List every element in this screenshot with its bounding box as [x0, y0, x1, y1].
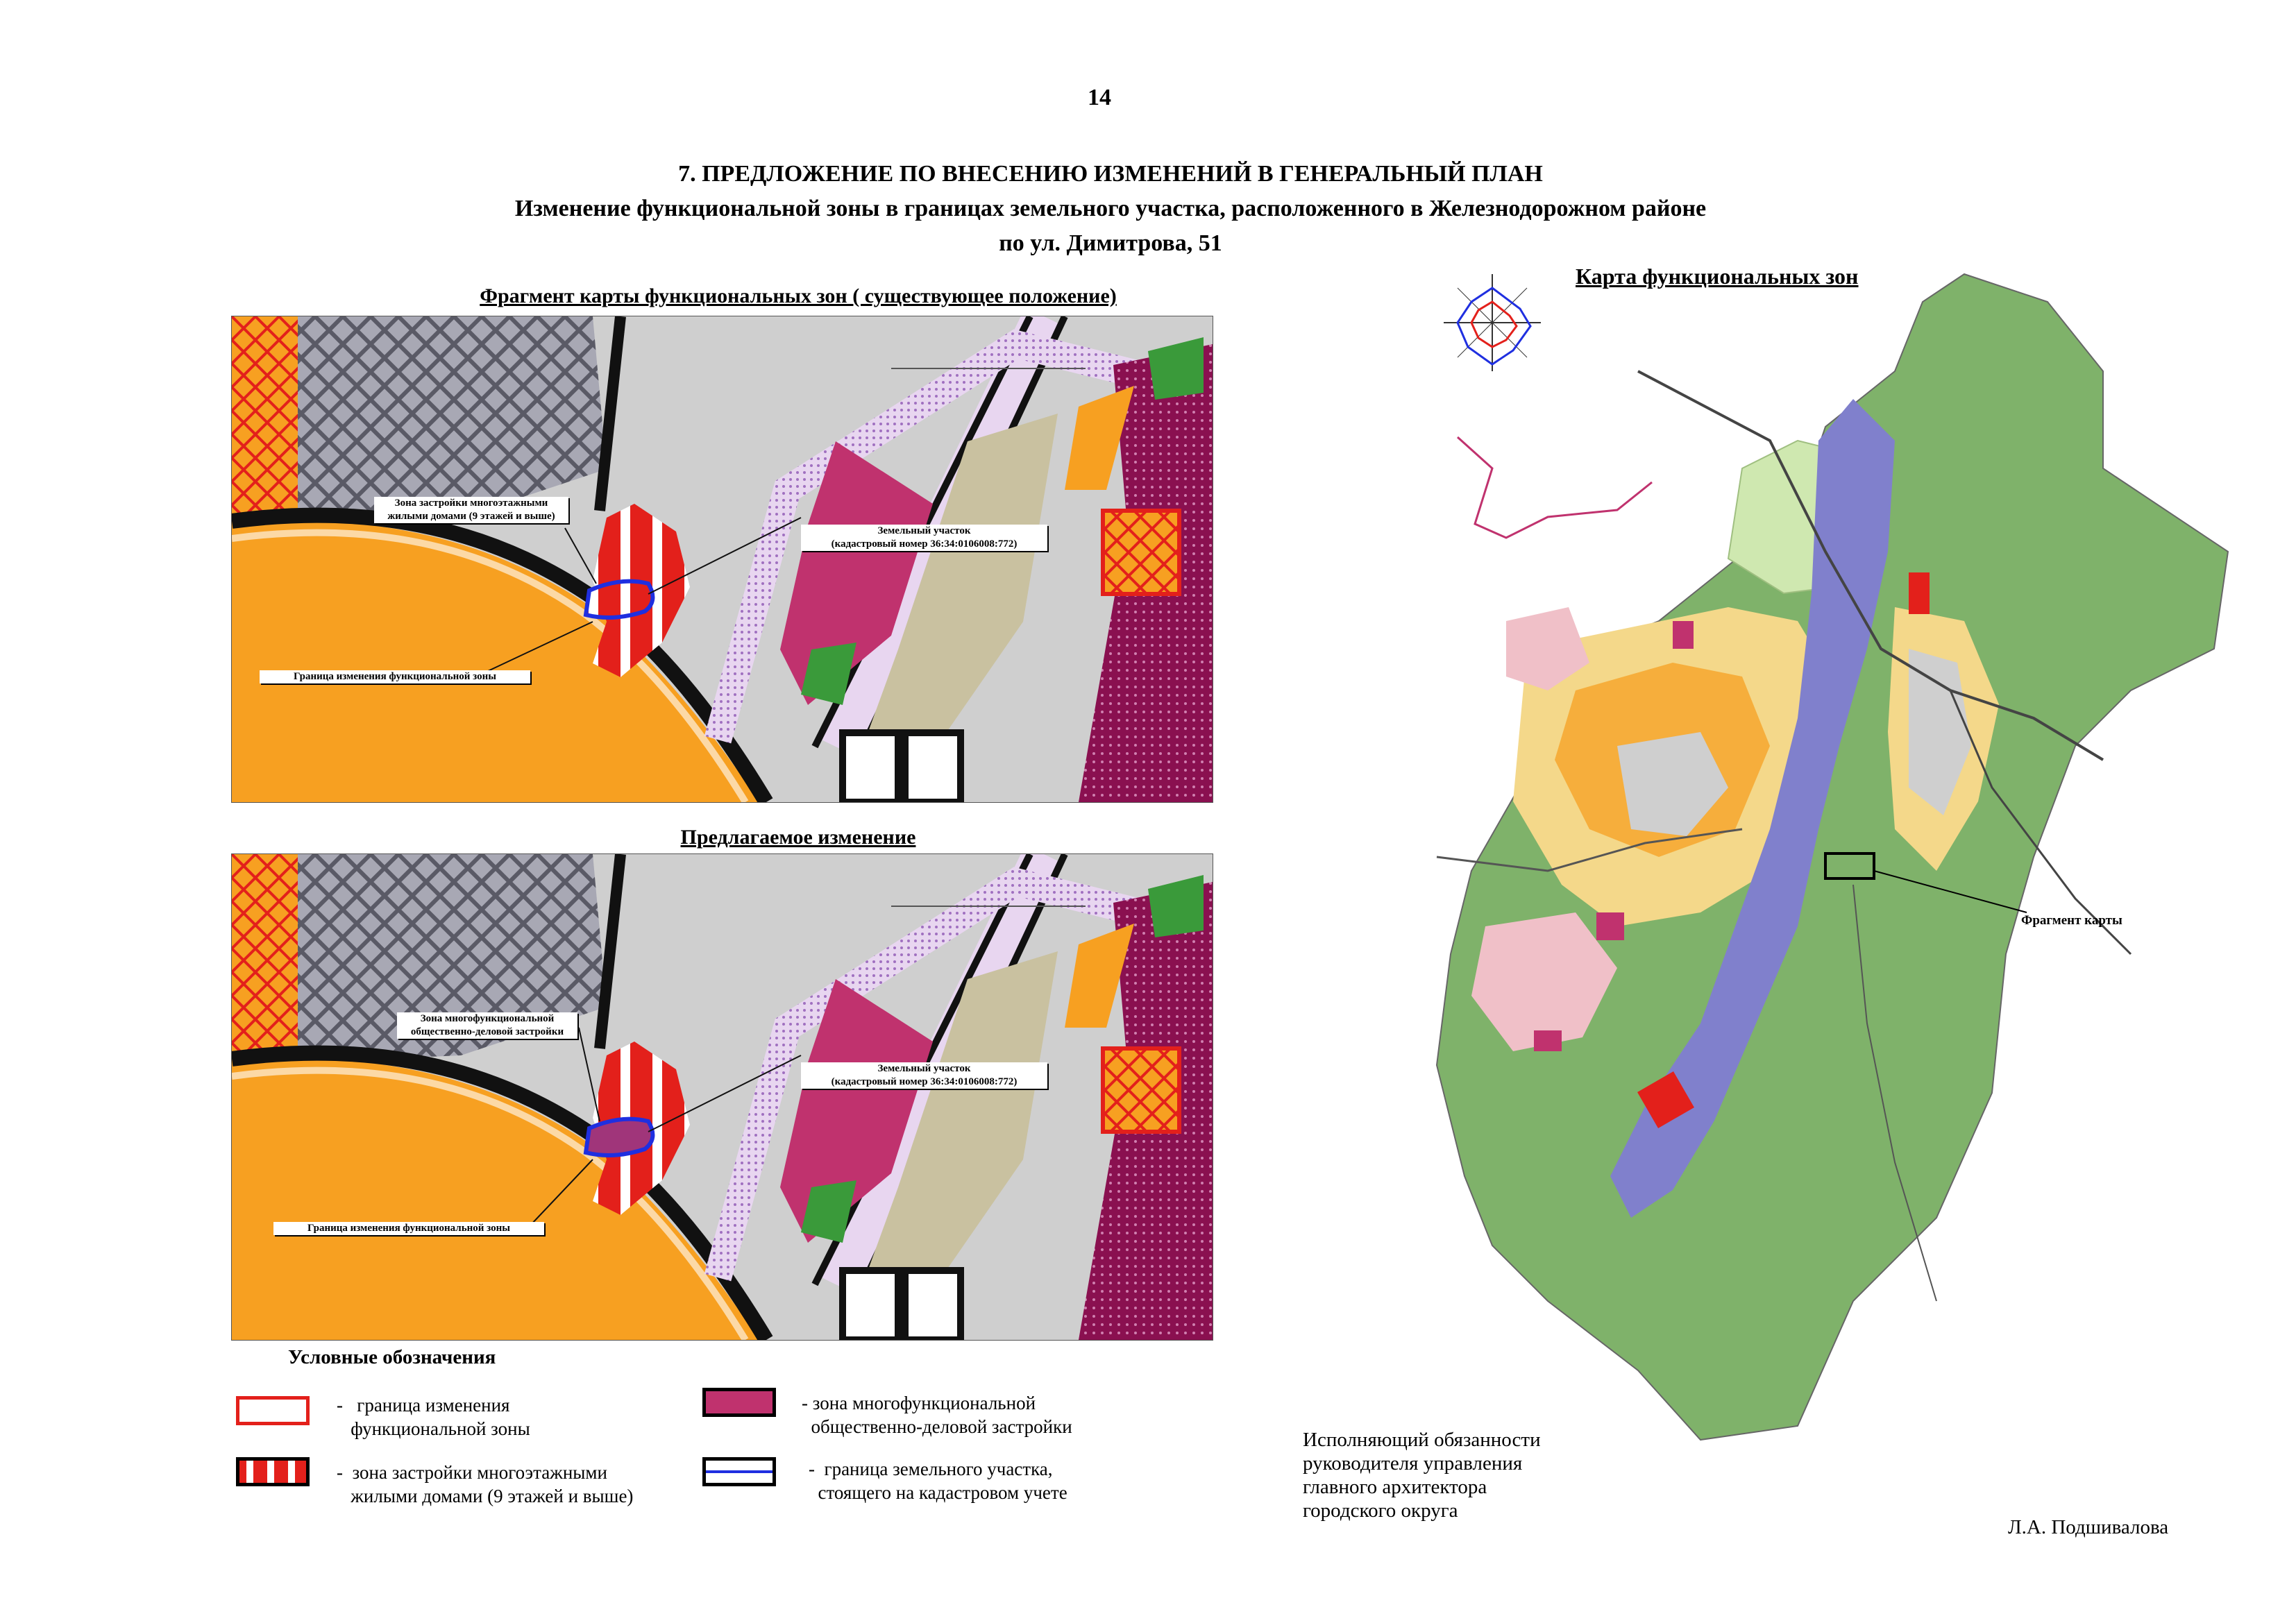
legend-item-3: [802, 1391, 1072, 1438]
parcel-boundary[interactable]: [586, 581, 652, 618]
legend-line1: граница земельного участка,: [824, 1459, 1053, 1479]
legend-line2: стоящего на кадастровом учете: [818, 1482, 1067, 1503]
signatory-name: Л.А. Подшивалова: [2008, 1516, 2169, 1538]
legend-line1: зона многофункциональной: [812, 1393, 1036, 1413]
page-number: 14: [1088, 85, 1111, 110]
legend-item-1: [337, 1393, 530, 1441]
legend-line1: граница изменения: [357, 1395, 510, 1416]
legend-swatch-parcel: [702, 1457, 776, 1486]
legend-swatch-residential: [236, 1457, 310, 1486]
signature-block: [1303, 1428, 1541, 1522]
parcel-callout-line2: (кадастровый номер 36:34:0106008:772): [831, 1076, 1018, 1087]
parcel-callout-line1: Земельный участок: [877, 1063, 971, 1074]
boundary-callout-proposed: Граница изменения функциональной зоны: [273, 1222, 544, 1235]
legend-dash: -: [337, 1395, 343, 1416]
legend-line1: зона застройки многоэтажными: [352, 1462, 607, 1483]
parcel-boundary-proposed[interactable]: [586, 1119, 652, 1155]
wind-rose-icon: [1444, 274, 1541, 371]
zone-callout-line1: Зона многофункциональной: [420, 1013, 555, 1024]
legend-swatch-boundary: [236, 1396, 310, 1425]
zone-callout-line2: жилыми домами (9 этажей и выше): [387, 511, 555, 522]
zone-callout-proposed: [397, 1012, 577, 1039]
legend-item-2: [337, 1461, 633, 1508]
fragment-proposed-title: Предлагаемое изменение: [680, 826, 916, 849]
orange-hatch-zone: [232, 316, 298, 525]
zone-callout-line2: общественно-деловой застройки: [410, 1026, 564, 1037]
parcel-callout-existing: [801, 525, 1047, 551]
document-heading: 7. ПРЕДЛОЖЕНИЕ ПО ВНЕСЕНИЮ ИЗМЕНЕНИЙ В ГЕНЕРАЛЬНЫЙ ПЛАН: [678, 161, 1543, 187]
signature-line4: городского округа: [1303, 1499, 1458, 1522]
signature-line1: Исполняющий обязанности: [1303, 1429, 1541, 1451]
legend-dash: -: [809, 1459, 815, 1479]
zone-callout-existing: [374, 497, 568, 523]
signature-line3: главного архитектора: [1303, 1476, 1487, 1498]
fragment-proposed-svg: [232, 854, 1213, 1340]
signature-line2: руководителя управления: [1303, 1452, 1523, 1475]
document-subheading: Изменение функциональной зоны в границах земельного участка, расположенного в Железнодорожном районе: [514, 196, 1707, 221]
legend-swatch-business: [702, 1388, 776, 1417]
legend-item-4: [809, 1457, 1067, 1504]
boundary-callout-existing: Граница изменения функциональной зоны: [260, 670, 530, 683]
fragment-existing-title: Фрагмент карты функциональных зон ( существующее положение): [480, 284, 1117, 307]
legend-dash: -: [337, 1462, 343, 1483]
overview-map-title: Карта функциональных зон: [1576, 264, 1859, 289]
fragment-existing-svg: [232, 316, 1213, 802]
parcel-callout-proposed: [801, 1062, 1047, 1089]
overview-map[interactable]: [1409, 260, 2277, 1454]
legend-title: Условные обозначения: [288, 1346, 496, 1368]
document-address: по ул. Димитрова, 51: [999, 230, 1222, 256]
fragment-proposed-map[interactable]: [231, 853, 1213, 1341]
legend-dash: -: [802, 1393, 808, 1413]
fragment-existing-map[interactable]: [231, 316, 1213, 803]
legend-line2: общественно-деловой застройки: [811, 1416, 1072, 1437]
parcel-callout-line2: (кадастровый номер 36:34:0106008:772): [831, 538, 1018, 550]
legend-line2: функциональной зоны: [351, 1418, 530, 1439]
fragment-marker-label: Фрагмент карты: [2021, 913, 2122, 928]
legend-line2: жилыми домами (9 этажей и выше): [351, 1486, 634, 1506]
parcel-callout-line1: Земельный участок: [877, 525, 971, 536]
zone-callout-line1: Зона застройки многоэтажными: [394, 498, 548, 509]
